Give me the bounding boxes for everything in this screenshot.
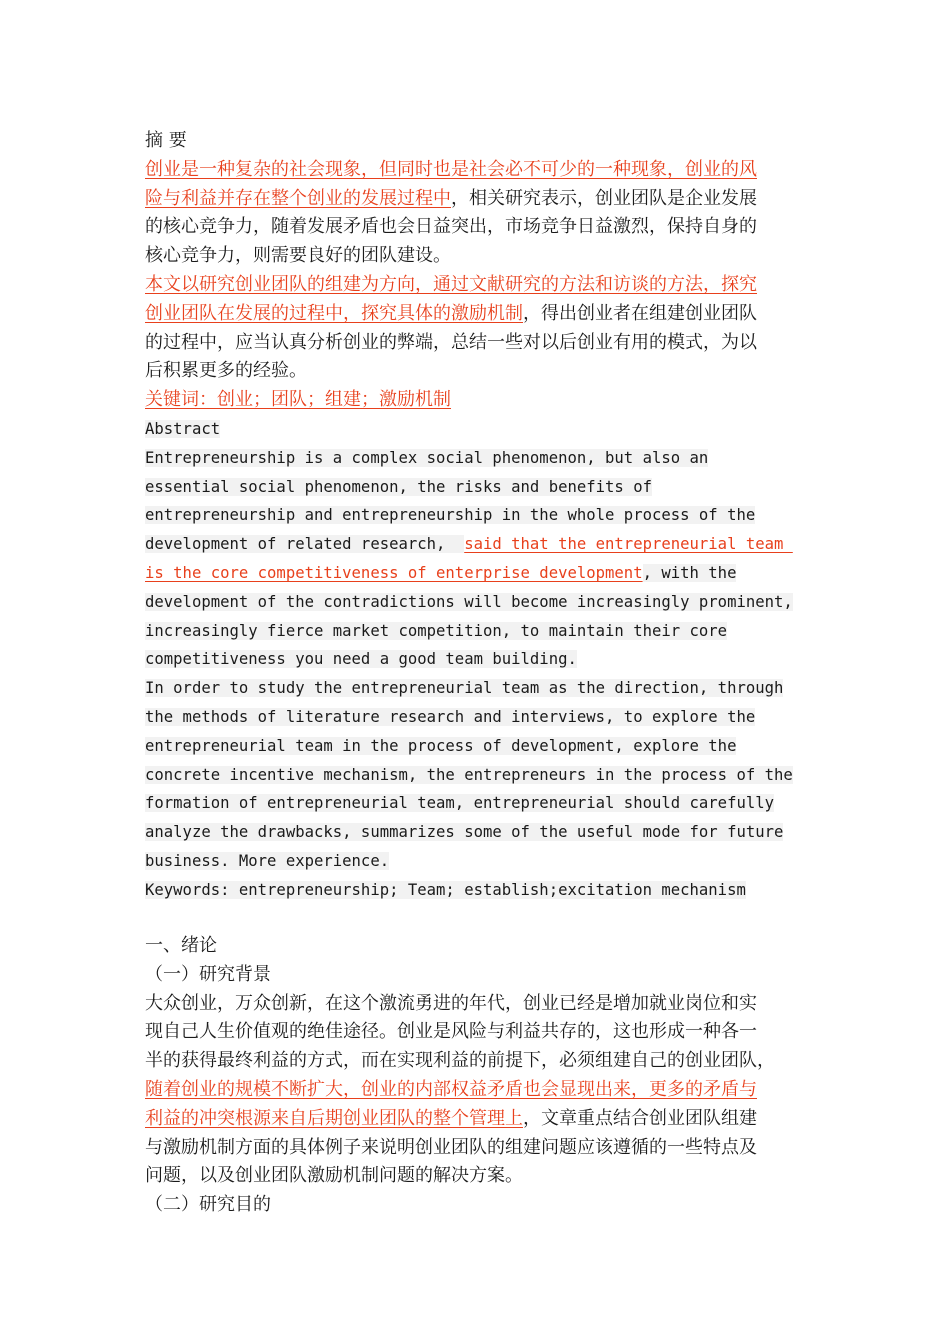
red-highlight-text: 险与利益并存在整个创业的发展过程中 xyxy=(145,187,451,209)
abstract-en-p2-line: In order to study the entrepreneurial team as the direction, through xyxy=(145,679,784,698)
intro-p1-line: 问题，以及创业团队激励机制问题的解决方案。 xyxy=(145,1165,523,1187)
abstract-cn-p1-line: 的核心竞争力，随着发展矛盾也会日益突出，市场竞争日益激烈，保持自身的 xyxy=(145,216,757,238)
abstract-en-heading: Abstract xyxy=(145,420,221,438)
intro-subheading-background: （一）研究背景 xyxy=(145,963,271,985)
abstract-en-section xyxy=(145,415,805,905)
body-text: ，相关研究表示，创业团队是企业发展 xyxy=(451,187,757,209)
abstract-en-p2-line: entrepreneurial team in the process of development, explore the xyxy=(145,736,737,755)
red-highlight-text: 创业是一种复杂的社会现象，但同时也是社会必不可少的一种现象，创业的风 xyxy=(145,158,757,180)
abstract-cn-heading: 摘 要 xyxy=(145,130,187,151)
intro-subheading-purpose: （二）研究目的 xyxy=(145,1194,271,1216)
red-highlight-text: is the core competitiveness of enterprise development xyxy=(145,563,643,582)
abstract-cn-keywords xyxy=(145,386,805,415)
red-highlight-text: 随着创业的规模不断扩大，创业的内部权益矛盾也会显现出来，更多的矛盾与 xyxy=(145,1078,757,1100)
abstract-en-p1-line: is the core competitiveness of enterprise development, with the xyxy=(145,563,737,582)
intro-p1-line: 大众创业，万众创新，在这个激流勇进的年代，创业已经是增加就业岗位和实 xyxy=(145,992,757,1014)
intro-p1-line: 与激励机制方面的具体例子来说明创业团队的组建问题应该遵循的一些特点及 xyxy=(145,1136,757,1158)
intro-heading: 一、绪论 xyxy=(145,935,217,956)
intro-section xyxy=(145,932,805,1220)
abstract-cn-p1-line xyxy=(145,156,805,185)
abstract-en-p2-line: formation of entrepreneurial team, entrepreneurial should carefully xyxy=(145,794,775,813)
red-highlight-text: 利益的冲突根源来自后期创业团队的整个管理上 xyxy=(145,1107,523,1129)
abstract-cn-p2-line: 后积累更多的经验。 xyxy=(145,360,307,382)
abstract-en-keywords: Keywords: entrepreneurship; Team; establish;excitation mechanism xyxy=(145,880,746,899)
body-text: ，文章重点结合创业团队组建 xyxy=(523,1107,757,1129)
abstract-en-p1-line: development of the contradictions will become increasingly prominent, xyxy=(145,592,793,611)
abstract-en-p1-line: essential social phenomenon, the risks and benefits of xyxy=(145,477,652,496)
abstract-cn-p2-line xyxy=(145,300,805,329)
intro-p1-line xyxy=(145,1076,805,1105)
abstract-cn-p2-line xyxy=(145,271,805,300)
abstract-cn-p2-line: 的过程中，应当认真分析创业的弊端，总结一些对以后创业有用的模式，为以 xyxy=(145,331,757,353)
intro-p1-line xyxy=(145,1105,805,1134)
abstract-en-p2-line: concrete incentive mechanism, the entrepreneurs in the process of the xyxy=(145,765,793,784)
abstract-cn-p1-line: 核心竞争力，则需要良好的团队建设。 xyxy=(145,245,451,267)
red-highlight-text: 本文以研究创业团队的组建为方向，通过文献研究的方法和访谈的方法，探究 xyxy=(145,273,757,295)
abstract-en-p2-line: the methods of literature research and interviews, to explore the xyxy=(145,707,756,726)
red-highlight-text: 关键词：创业；团队；组建；激励机制 xyxy=(145,389,451,411)
abstract-en-p2-line: business. More experience. xyxy=(145,851,390,870)
abstract-en-p1-line: development of related research, said that the entrepreneurial team xyxy=(145,535,793,554)
abstract-en-p2-line: analyze the drawbacks, summarizes some of the useful mode for future xyxy=(145,823,784,842)
red-highlight-text: said that the entrepreneurial team xyxy=(464,535,793,554)
abstract-en-p1-line: increasingly fierce market competition, to maintain their core xyxy=(145,621,728,640)
red-highlight-text: 创业团队在发展的过程中，探究具体的激励机制 xyxy=(145,302,523,324)
body-text: ，得出创业者在组建创业团队 xyxy=(523,302,757,324)
abstract-en-p1-line: competitiveness you need a good team building. xyxy=(145,650,577,669)
abstract-en-p1-line: Entrepreneurship is a complex social phenomenon, but also an xyxy=(145,448,709,467)
abstract-cn-p1-line xyxy=(145,185,805,214)
intro-p1-line: 半的获得最终利益的方式，而在实现利益的前提下，必须组建自己的创业团队， xyxy=(145,1050,775,1072)
abstract-en-p1-line: entrepreneurship and entrepreneurship in the whole process of the xyxy=(145,506,756,525)
abstract-cn-section xyxy=(145,127,805,415)
intro-p1-line: 现自己人生价值观的绝佳途径。创业是风险与利益共存的，这也形成一种各一 xyxy=(145,1021,757,1043)
